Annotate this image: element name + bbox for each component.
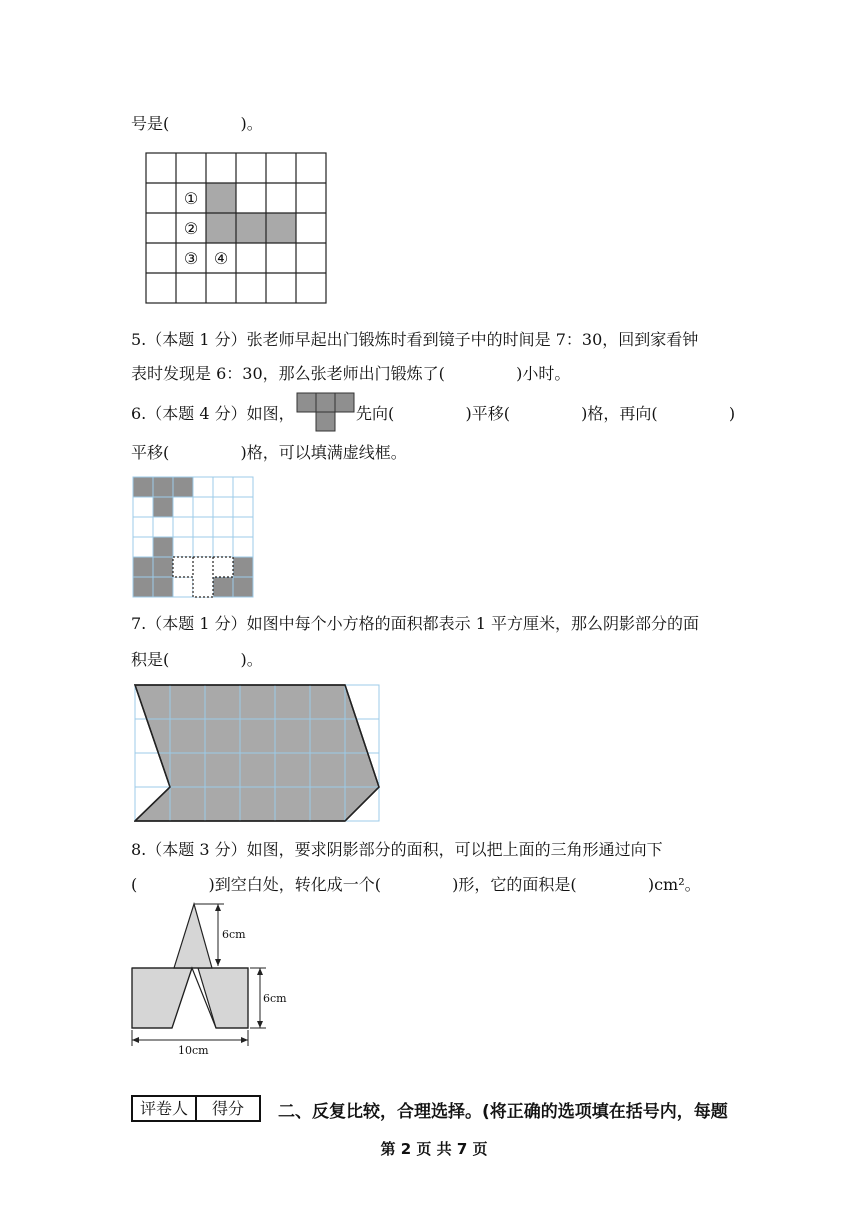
- q6-line-1-prefix: 6.（本题 4 分）如图，: [131, 404, 295, 423]
- q5-line-2: 表时发现是 6：30，那么张老师出门锻炼了( )小时。: [131, 364, 571, 383]
- q8-label-rect-width: 10cm: [178, 1044, 209, 1057]
- q6-line-2: 平移( )格，可以填满虚线框。: [131, 443, 407, 462]
- q8-left-shaded: [132, 968, 192, 1028]
- q8-top-triangle: [174, 904, 212, 968]
- q4-label-1: ①: [183, 189, 199, 208]
- q4-answer-line: 号是( )。: [131, 114, 263, 133]
- q7-line-1: 7.（本题 1 分）如图中每个小方格的面积都表示 1 平方厘米，那么阴影部分的面: [131, 614, 699, 633]
- q7-line-2: 积是( )。: [131, 650, 263, 669]
- q4-label-3: ③: [183, 249, 199, 268]
- section-2-title: 二、反复比较，合理选择。(将正确的选项填在括号内，每题: [278, 1102, 728, 1122]
- grader-label: 评卷人: [133, 1097, 197, 1120]
- q8-line-2: ( )到空白处，转化成一个( )形，它的面积是( )cm²。: [131, 875, 701, 894]
- q6-line-1-rest: 先向( )平移( )格，再向( ): [356, 404, 736, 423]
- grader-score-box: [131, 1095, 261, 1122]
- q8-label-triangle-height: 6cm: [222, 928, 246, 941]
- q4-grid-lines: [146, 153, 326, 303]
- page-number: 第 2 页 共 7 页: [380, 1140, 488, 1158]
- q4-label-2: ②: [183, 219, 199, 238]
- q4-grid-figure: [145, 152, 331, 308]
- q8-label-rect-height: 6cm: [263, 992, 287, 1005]
- q6-grid-figure: [132, 476, 258, 602]
- q5-line-1: 5.（本题 1 分）张老师早起出门锻炼时看到镜子中的时间是 7：30，回到家看钟: [131, 330, 699, 349]
- q6-t-shape-icon: [296, 392, 356, 432]
- score-label: 得分: [211, 1099, 244, 1118]
- q8-right-shaded: [198, 968, 248, 1028]
- q7-shaded-figure: [134, 684, 382, 824]
- q8-figure: [126, 898, 306, 1068]
- q8-line-1: 8.（本题 3 分）如图，要求阴影部分的面积，可以把上面的三角形通过向下: [131, 840, 663, 859]
- q4-label-4: ④: [213, 249, 229, 268]
